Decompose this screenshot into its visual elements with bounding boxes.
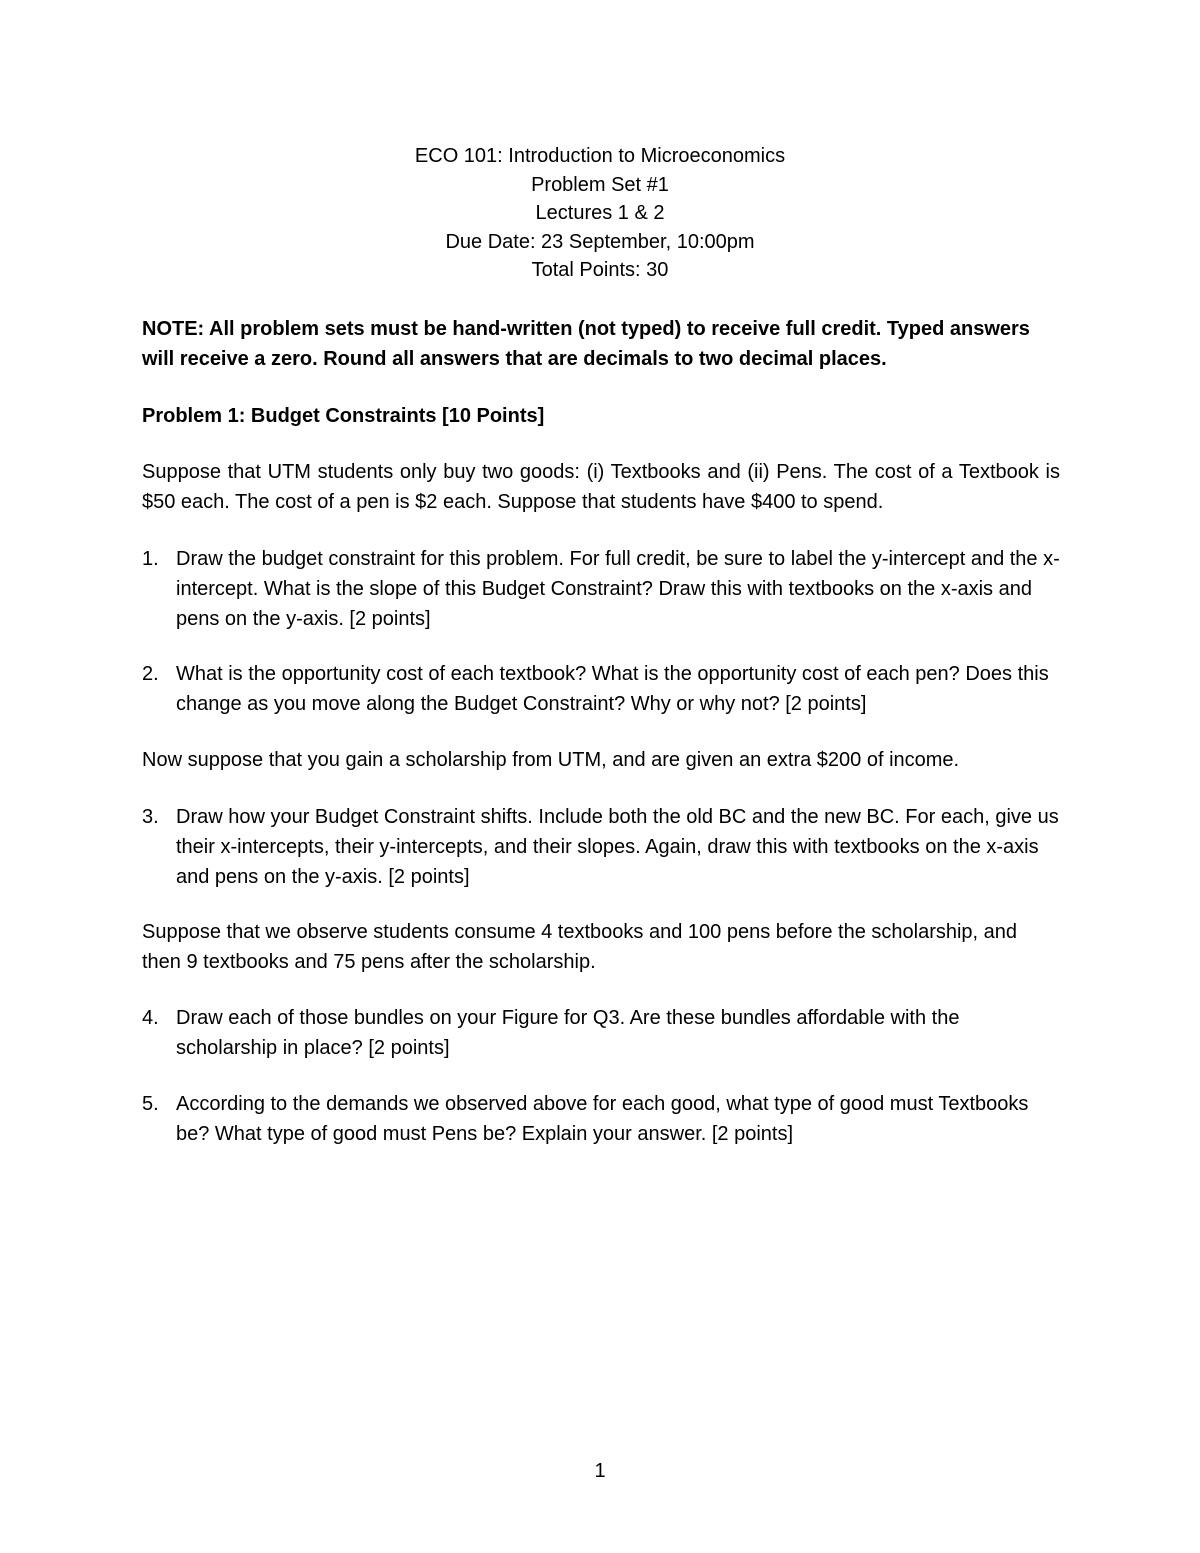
problem-set-title: Problem Set #1 [531, 173, 669, 196]
page-number: 1 [594, 1460, 606, 1482]
question-2-number: 2. [142, 663, 159, 685]
question-2 [142, 659, 1060, 719]
question-4 [142, 1003, 1060, 1063]
question-4-number: 4. [142, 1007, 159, 1029]
question-5 [142, 1089, 1060, 1149]
observed-consumption-paragraph: Suppose that we observe students consume 4 textbooks and 100 pens before the scholarship, and then 9 textbooks and 75 pens after the scholarship. [142, 921, 1018, 973]
question-3-text: Draw how your Budget Constraint shifts. Include both the old BC and the new BC. For each, give us their x-intercepts, their y-intercepts, and their slopes. Again, draw this with textbooks on the x-axis and pens on the y-axis. [2 points] [176, 806, 1059, 888]
question-4-text: Draw each of those bundles on your Figure for Q3. Are these bundles affordable with the scholarship in place? [2 points] [176, 1007, 960, 1059]
scholarship-paragraph: Now suppose that you gain a scholarship from UTM, and are given an extra $200 of income. [142, 749, 960, 771]
question-5-text: According to the demands we observed above for each good, what type of good must Textbooks be? What type of good must Pens be? Explain your answer. [2 points] [176, 1093, 1029, 1145]
lectures-line: Lectures 1 & 2 [535, 202, 665, 224]
question-1-number: 1. [142, 548, 159, 570]
course-title: ECO 101: Introduction to Microeconomics [414, 145, 786, 167]
note-paragraph: NOTE: All problem sets must be hand-written (not typed) to receive full credit. Typed answers will receive a zero. Round all answers that are decimals to two decimal places. [142, 318, 1030, 370]
problem-1-heading: Problem 1: Budget Constraints [10 Points] [142, 405, 545, 427]
question-1-text: Draw the budget constraint for this problem. For full credit, be sure to label the y-intercept and the x-intercept. What is the slope of this Budget Constraint? Draw this with textbooks on the x-axis and pens on the y-axis. [2 points] [176, 548, 1060, 630]
problem-1-intro: Suppose that UTM students only buy two goods: (i) Textbooks and (ii) Pens. The cost of a Textbook is $50 each. The cost of a pen is $2 each. Suppose that students have $400 to spend. [142, 461, 1060, 513]
total-points-line: Total Points: 30 [531, 259, 669, 281]
document-header [0, 142, 1200, 285]
due-date-line: Due Date: 23 September, 10:00pm [445, 230, 755, 253]
question-2-text: What is the opportunity cost of each textbook? What is the opportunity cost of each pen? Does this change as you move along the Budget Constraint? Why or why not? [2 points] [176, 663, 1049, 715]
question-3 [142, 802, 1060, 892]
question-5-number: 5. [142, 1093, 159, 1115]
question-1 [142, 544, 1060, 634]
question-3-number: 3. [142, 806, 159, 828]
